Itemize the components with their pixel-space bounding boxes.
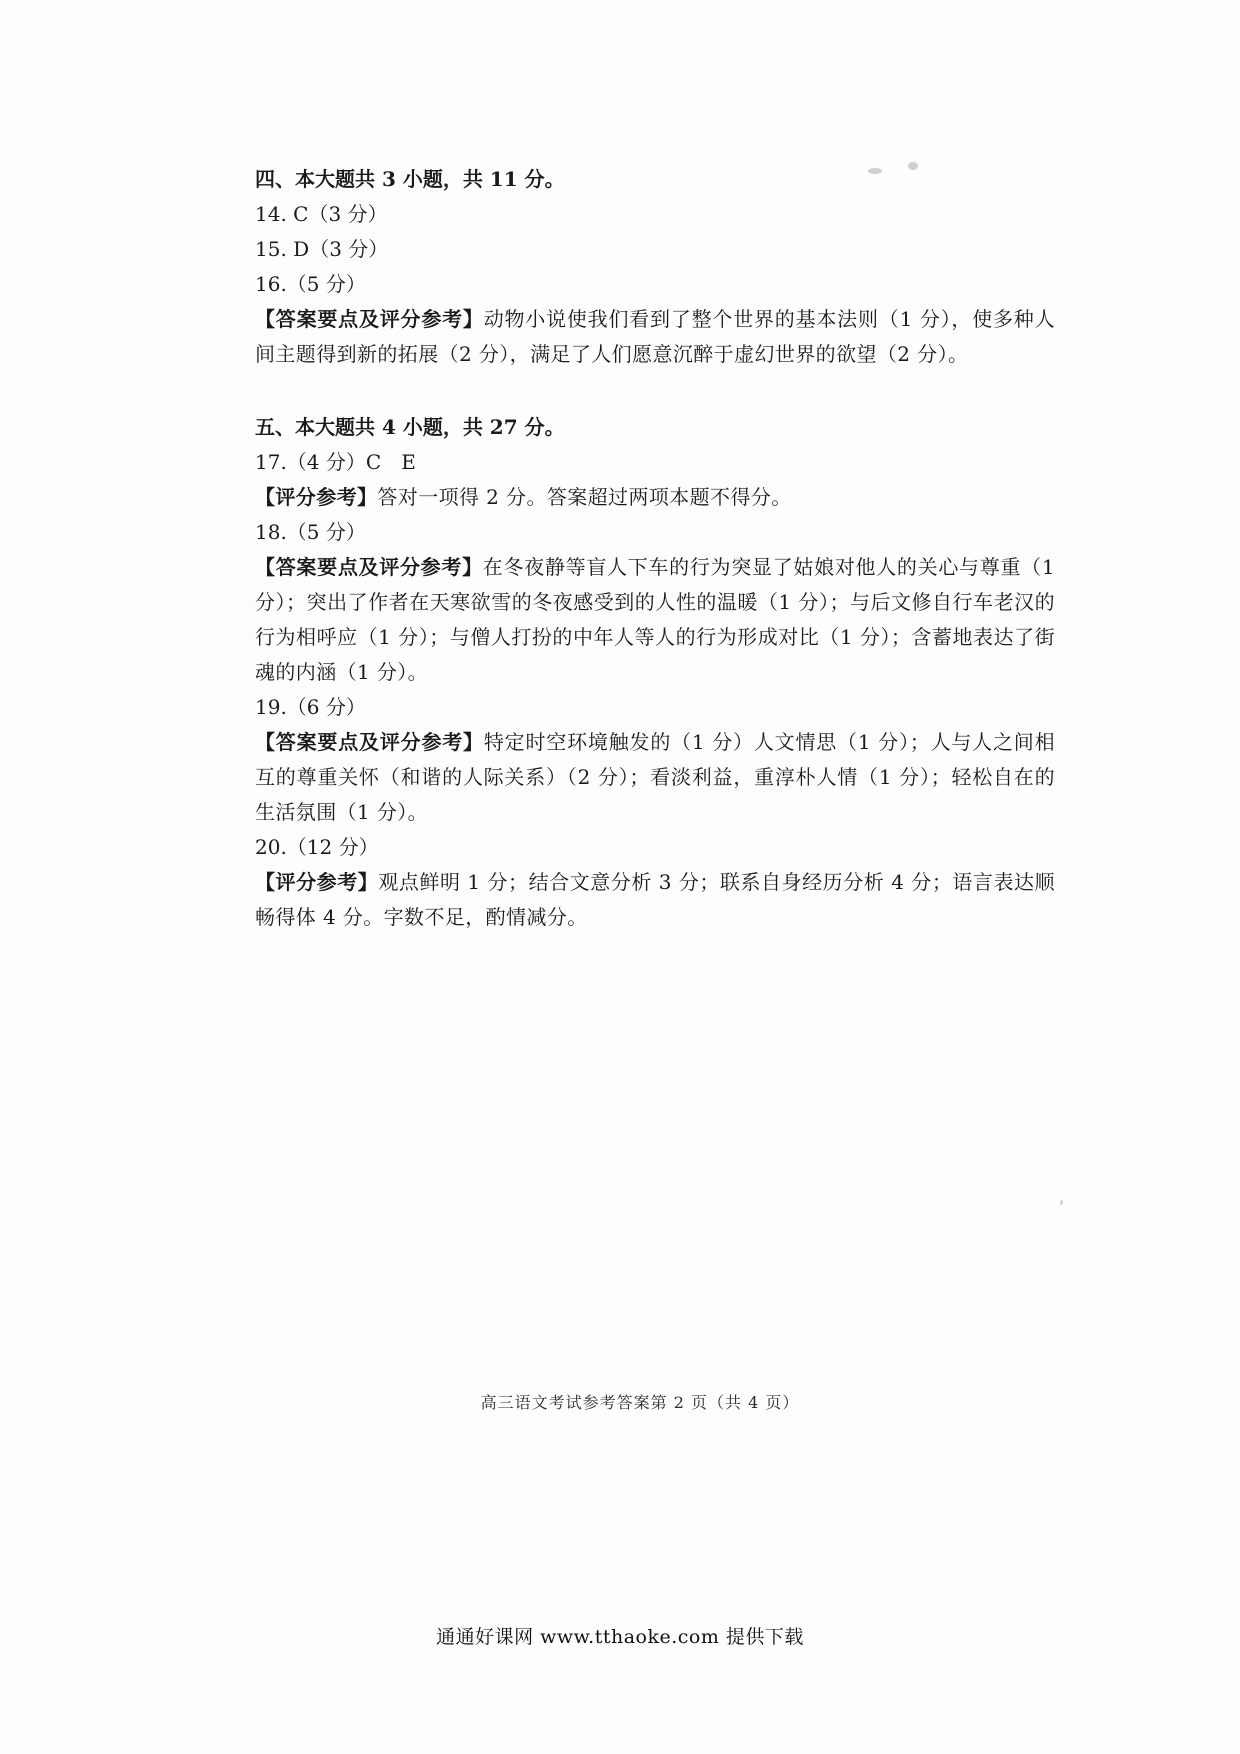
answer-17-explanation <box>255 480 1055 515</box>
answer-19: 19.（6 分） <box>255 695 366 719</box>
answer-16-label: 【答案要点及评分参考】 <box>255 307 484 331</box>
answer-20-text: 观点鲜明 1 分；结合文意分析 3 分；联系自身经历分析 4 分；语言表达顺畅得体 4 分。字数不足，酌情减分。 <box>255 870 1055 929</box>
page-number-text: 高三语文考试参考答案第 2 页（共 4 页） <box>480 1393 800 1412</box>
answer-20-label: 【评分参考】 <box>255 870 379 894</box>
answer-17-label: 【评分参考】 <box>255 485 378 509</box>
page-footer <box>0 1390 1240 1413</box>
answer-16-text: 动物小说使我们看到了整个世界的基本法则（1 分），使多种人间主题得到新的拓展（2 分），满足了人们愿意沉醉于虚幻世界的欲望（2 分）。 <box>255 307 1055 366</box>
answer-16: 16.（5 分） <box>255 272 366 296</box>
answer-content <box>255 162 1055 935</box>
answer-14: 14. C（3 分） <box>255 202 388 226</box>
answer-17: 17.（4 分）C E <box>255 450 416 474</box>
section-5-heading: 五、本大题共 4 小题，共 27 分。 <box>255 415 565 439</box>
answer-19-text: 特定时空环境触发的（1 分）人文情思（1 分）；人与人之间相互的尊重关怀（和谐的人际关系）（2 分）；看淡利益，重淳朴人情（1 分）；轻松自在的生活氛围（1 分）。 <box>255 730 1055 824</box>
section-4-heading: 四、本大题共 3 小题，共 11 分。 <box>255 167 565 191</box>
answer-17-text: 答对一项得 2 分。答案超过两项本题不得分。 <box>377 485 792 509</box>
section-gap <box>255 372 1055 410</box>
answer-19-label: 【答案要点及评分参考】 <box>255 730 484 754</box>
answer-15: 15. D（3 分） <box>255 237 389 261</box>
download-watermark: 通通好课网 www.tthaoke.com 提供下载 <box>436 1626 804 1648</box>
answer-18: 18.（5 分） <box>255 520 366 544</box>
answer-19-explanation <box>255 725 1055 830</box>
scan-speck <box>1060 1200 1063 1205</box>
answer-18-label: 【答案要点及评分参考】 <box>255 555 483 579</box>
answer-18-explanation <box>255 550 1055 690</box>
answer-16-explanation <box>255 302 1055 372</box>
answer-20-explanation <box>255 865 1055 935</box>
answer-20: 20.（12 分） <box>255 835 379 859</box>
answer-18-text: 在冬夜静等盲人下车的行为突显了姑娘对他人的关心与尊重（1 分）；突出了作者在天寒欲雪的冬夜感受到的人性的温暖（1 分）；与后文修自行车老汉的行为相呼应（1 分）；与僧人打扮的中年人等人的行为形成对比（1 分）；含蓄地表达了街魂的内涵（1 分）。 <box>255 555 1055 684</box>
